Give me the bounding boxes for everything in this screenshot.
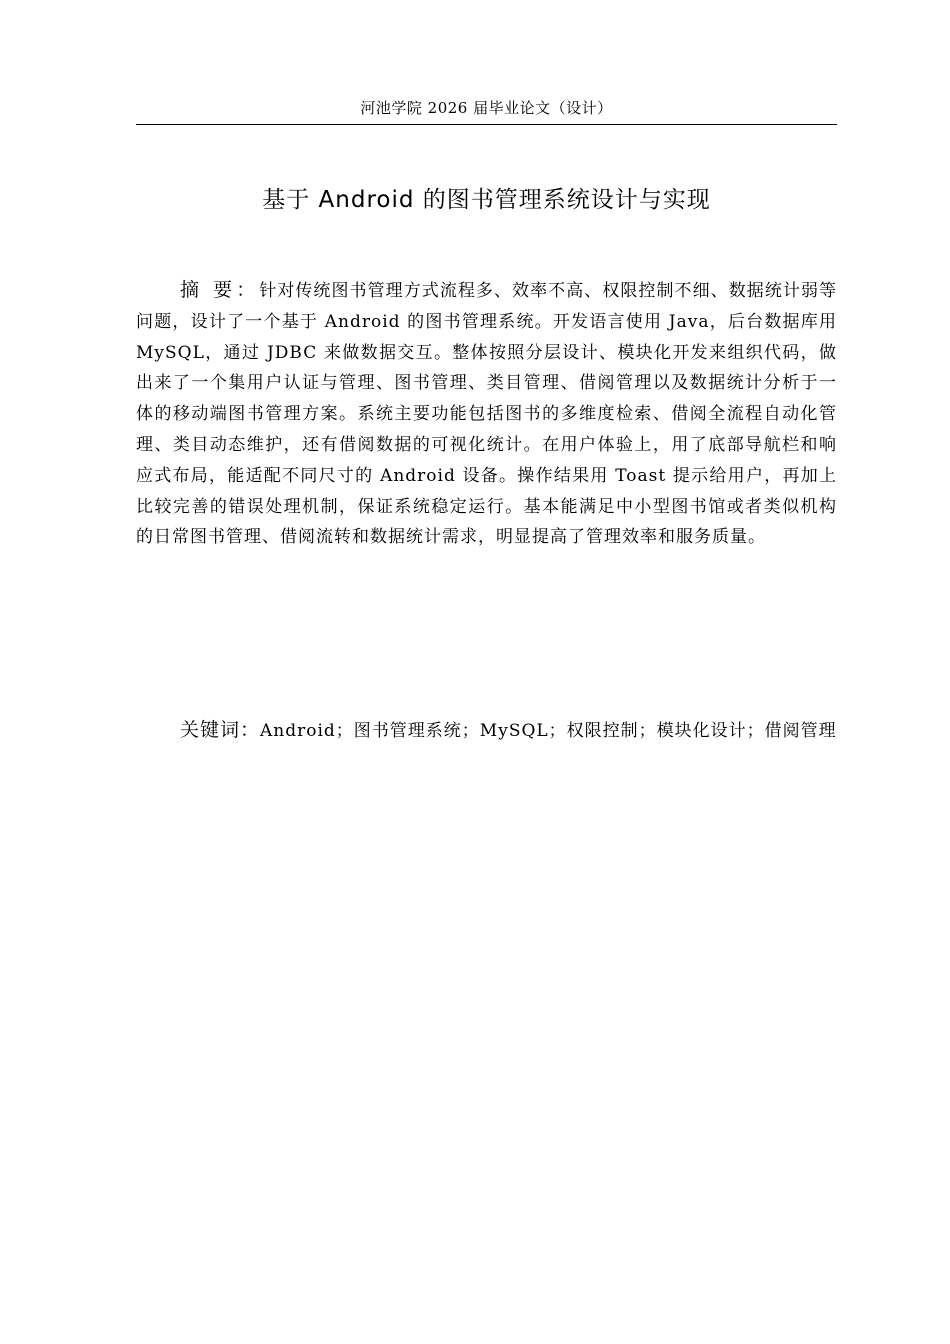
running-header: 河池学院 2026 届毕业论文（设计） [360, 99, 613, 117]
keywords-label: 关键词： [180, 719, 261, 741]
paper-title: 基于 Android 的图书管理系统设计与实现 [262, 187, 711, 213]
abstract-label: 摘 要： [180, 279, 260, 301]
keywords-paragraph [136, 712, 837, 750]
header-rule [136, 124, 837, 125]
abstract-text: 针对传统图书管理方式流程多、效率不高、权限控制不细、数据统计弱等问题，设计了一个基于 Android 的图书管理系统。开发语言使用 Java，后台数据库用 MySQL，通过 JDBC 来做数据交互。整体按照分层设计、模块化开发来组织代码，做出来了一个集用户认证与管理、图书管理、类目管理、借阅管理以及数据统计分析于一体的移动端图书管理方案。系统主要功能包括图书的多维度检索、借阅全流程自动化管理、类目动态维护，还有借阅数据的可视化统计。在用户体验上，用了底部导航栏和响应式布局，能适配不同尺寸的 Android 设备。操作结果用 Toast 提示给用户，再加上比较完善的错误处理机制，保证系统稳定运行。基本能满足中小型图书馆或者类似机构的日常图书管理、借阅流转和数据统计需求，明显提高了管理效率和服务质量。 [136, 281, 837, 548]
abstract-paragraph [136, 275, 837, 553]
keywords-text: Android；图书管理系统；MySQL；权限控制；模块化设计；借阅管理 [260, 721, 837, 741]
